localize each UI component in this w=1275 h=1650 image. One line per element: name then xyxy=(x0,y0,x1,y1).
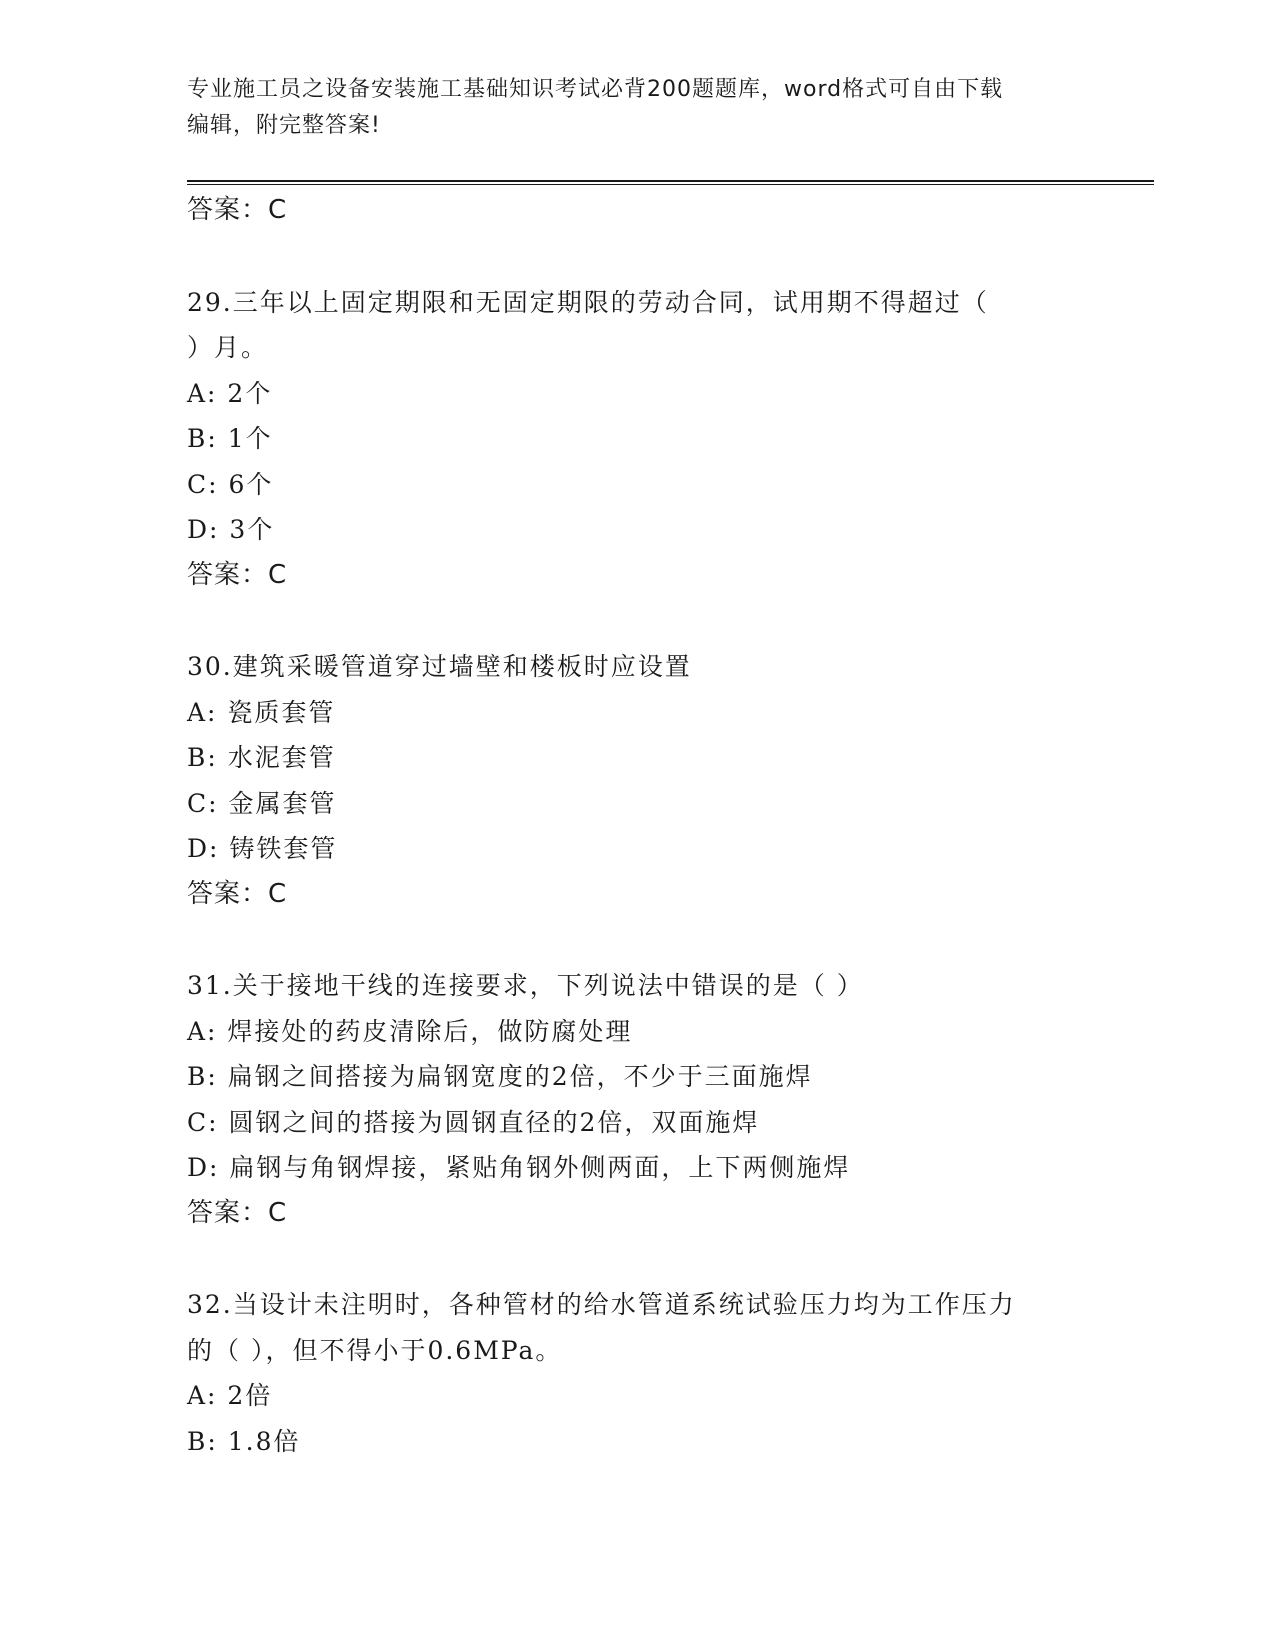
option-a: A: 焊接处的药皮清除后，做防腐处理 xyxy=(187,1016,633,1046)
header-rule-thick xyxy=(187,180,1154,182)
option-c: C: 6个 xyxy=(187,469,274,499)
header-line-2: 编辑，附完整答案! xyxy=(187,113,381,138)
option-c: C: 金属套管 xyxy=(187,788,337,818)
answer-line: 答案：C xyxy=(187,559,288,590)
question-stem: 30.建筑采暖管道穿过墙壁和楼板时应设置 xyxy=(187,652,692,681)
option-b: B: 1个 xyxy=(187,424,273,453)
answer-line: 答案：C xyxy=(187,1197,288,1228)
option-c: C: 圆钢之间的搭接为圆钢直径的2倍，双面施焊 xyxy=(187,1107,760,1137)
question-block xyxy=(187,1282,1087,1464)
spacer xyxy=(187,917,1087,963)
answer-line: 答案：C xyxy=(187,195,288,225)
option-b: B: 扁钢之间搭接为扁钢宽度的2倍，不少于三面施焊 xyxy=(187,1062,813,1091)
header-rule-thin xyxy=(187,184,1154,185)
question-block xyxy=(187,644,1087,917)
option-a: A: 2倍 xyxy=(187,1381,273,1410)
option-a: A: 瓷质套管 xyxy=(187,697,336,727)
question-block xyxy=(187,963,1087,1236)
question-stem: 的（ ），但不得小于0.6MPa。 xyxy=(187,1335,563,1365)
option-d: D: 铸铁套管 xyxy=(187,834,338,863)
spacer xyxy=(187,598,1087,644)
answer-line: 答案：C xyxy=(187,878,288,909)
question-stem: 29.三年以上固定期限和无固定期限的劳动合同，试用期不得超过（ xyxy=(187,287,989,317)
question-stem: 32.当设计未注明时，各种管材的给水管道系统试验压力均为工作压力 xyxy=(187,1290,1016,1319)
document-header xyxy=(187,72,1087,144)
question-stem: 31.关于接地干线的连接要求，下列说法中错误的是（ ） xyxy=(187,971,864,1000)
option-a: A: 2个 xyxy=(187,378,273,408)
option-b: B: 1.8倍 xyxy=(187,1426,301,1456)
question-stem: ）月。 xyxy=(187,333,269,362)
spacer xyxy=(187,1236,1087,1282)
question-block xyxy=(187,280,1087,599)
header-line-1: 专业施工员之设备安装施工基础知识考试必背200题题库，word格式可自由下载 xyxy=(187,77,1004,102)
document-body xyxy=(187,188,1087,1464)
option-b: B: 水泥套管 xyxy=(187,743,336,772)
option-d: D: 3个 xyxy=(187,515,275,544)
option-d: D: 扁钢与角钢焊接，紧贴角钢外侧两面，上下两侧施焊 xyxy=(187,1153,851,1182)
spacer xyxy=(187,234,1087,280)
